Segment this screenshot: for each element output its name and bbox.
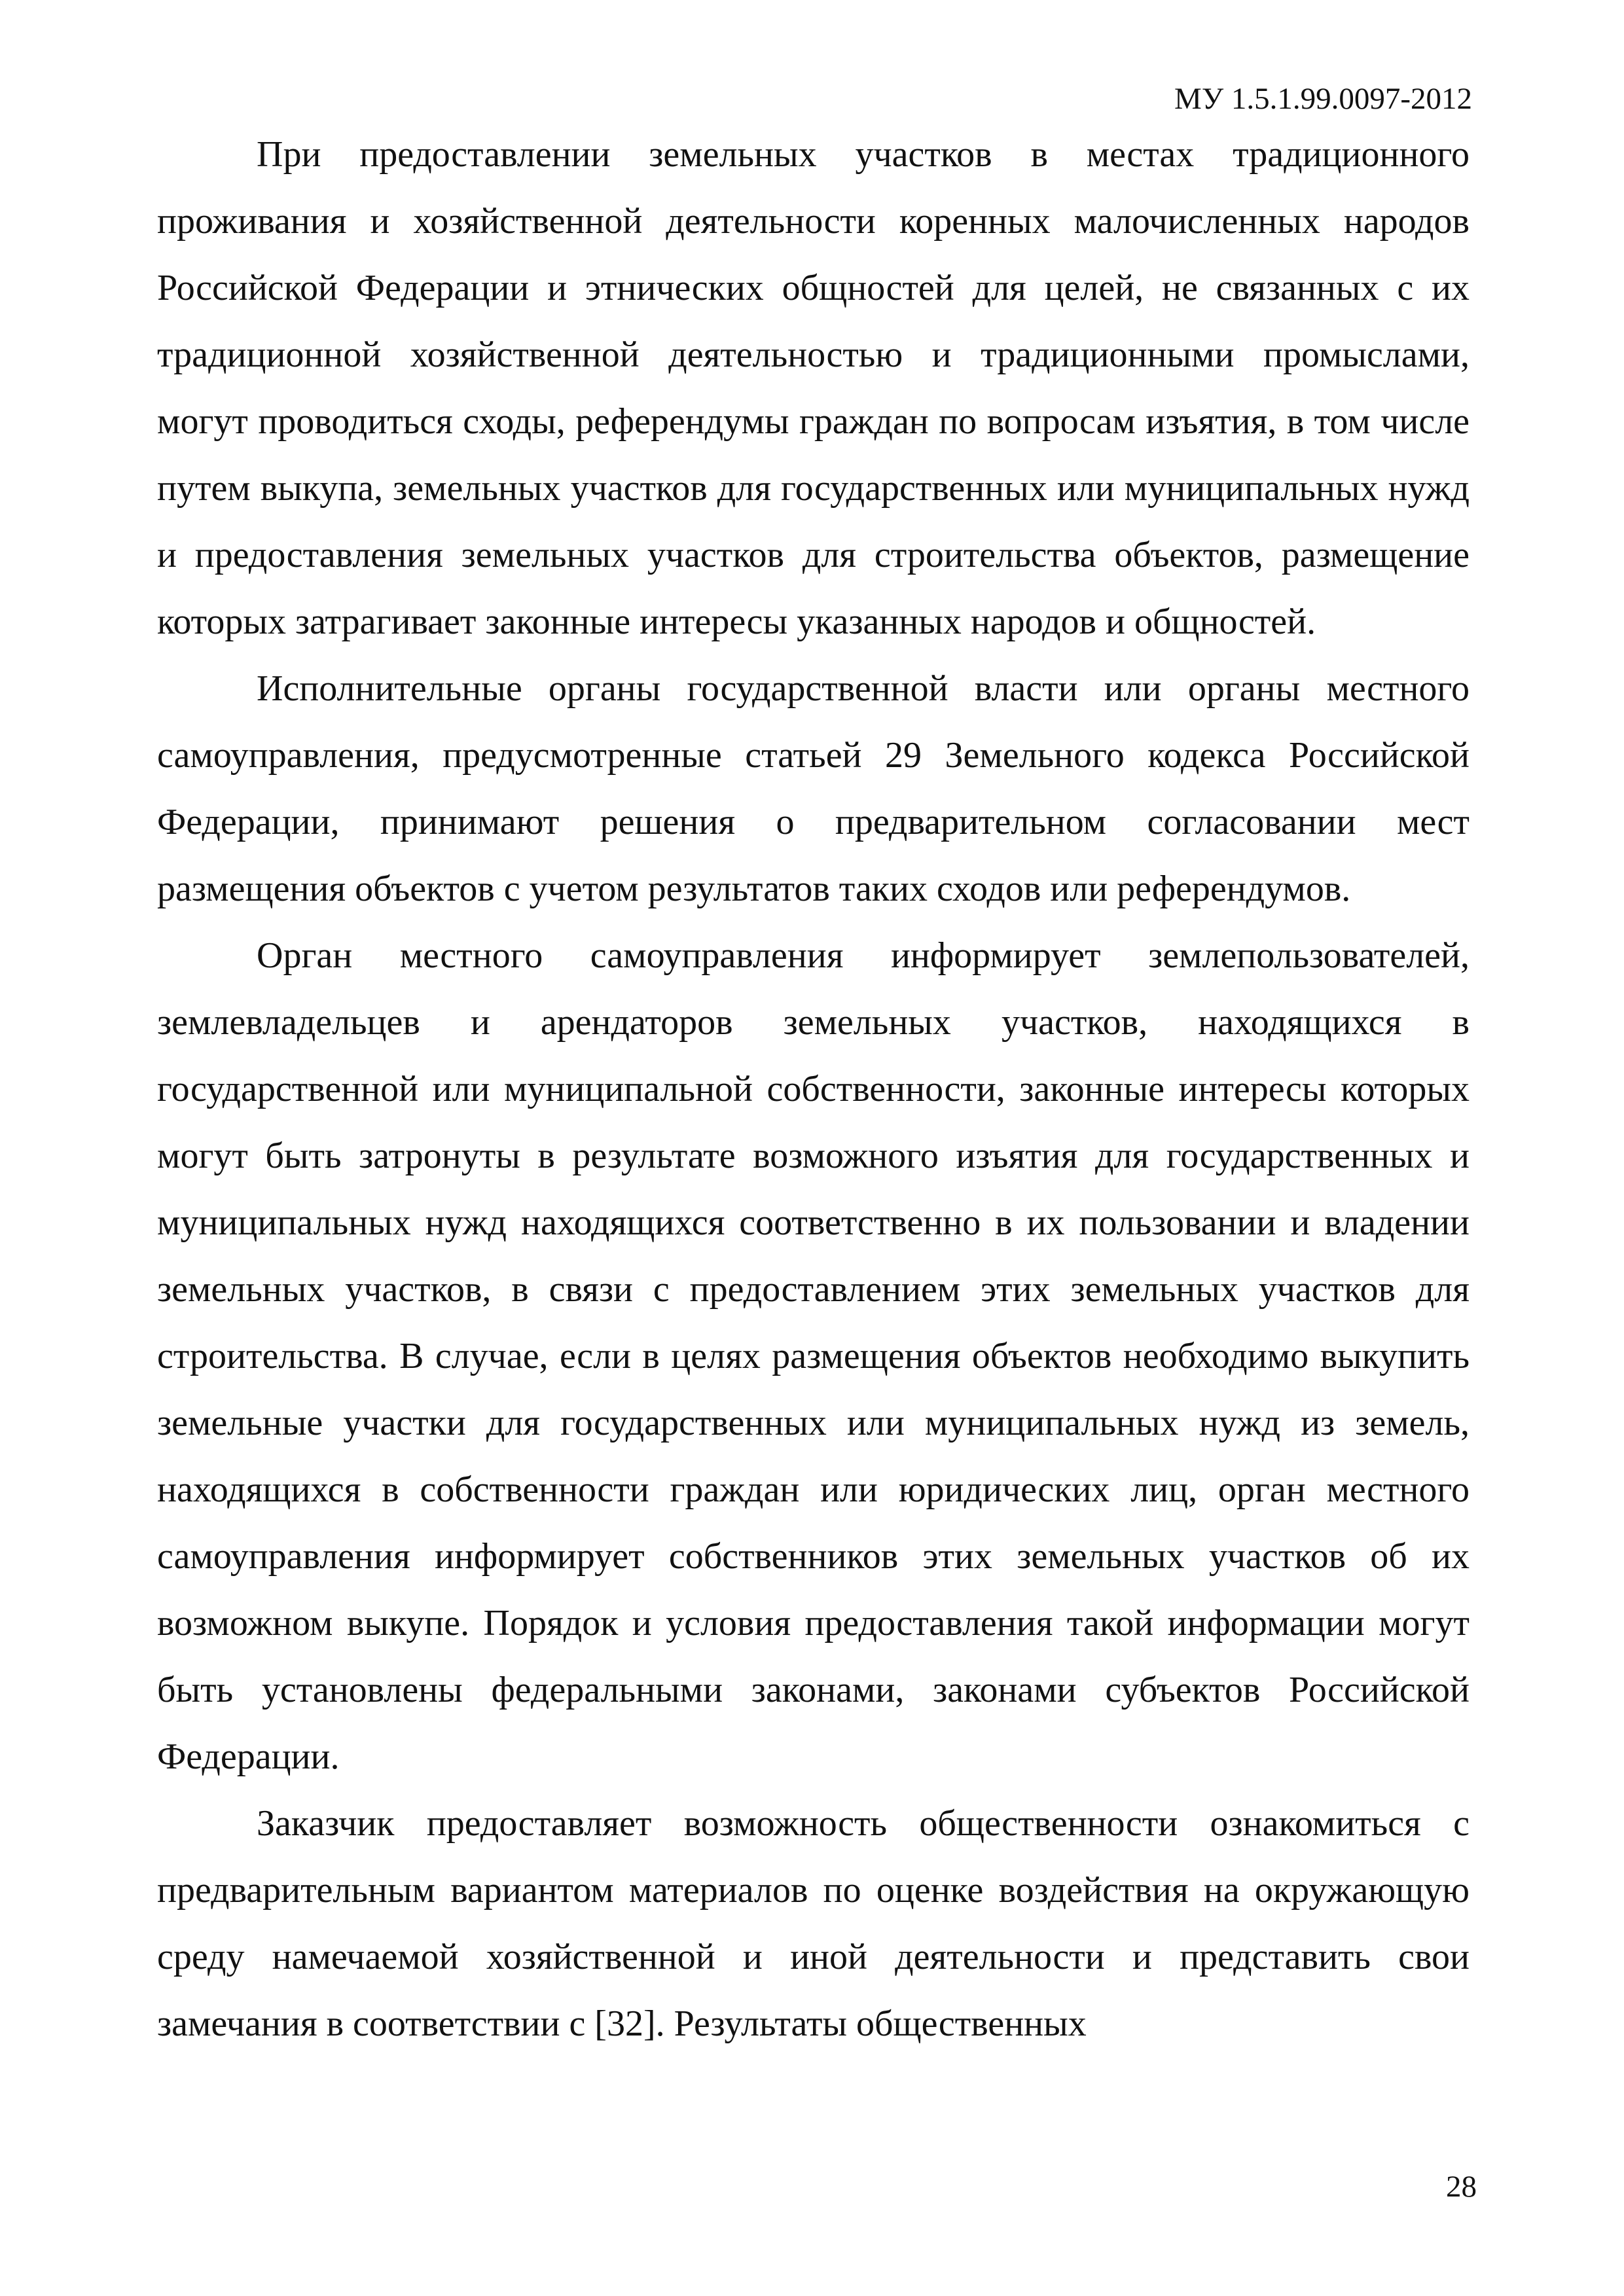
document-body [157,121,1470,2057]
page-number: 28 [1446,2170,1477,2204]
paragraph-customer: Заказчик предоставляет возможность общественности ознакомиться с предварительным вариантом материалов по оценке воздействия на окружающую среду намечаемой хозяйственной и иной деятельности и представить свои замечания в соответствии с [32]. Результаты общественных [157,1803,1470,2044]
paragraph-executive-bodies: Исполнительные органы государственной власти или органы местного самоуправления, предусмотренные статьей 29 Земельного кодекса Российской Федерации, принимают решения о предварительном согласовании мест размещения объектов с учетом результатов таких сходов или референдумов. [157,668,1470,909]
document-code: МУ 1.5.1.99.0097-2012 [1174,82,1472,116]
paragraph-land-provision: При предоставлении земельных участков в местах традиционного проживания и хозяйственной деятельности коренных малочисленных народов Российской Федерации и этнических общностей для целей, не связанных с их традиционной хозяйственной деятельностью и традиционными промыслами, могут проводиться сходы, референдумы граждан по вопросам изъятия, в том числе путем выкупа, земельных участков для государственных или муниципальных нужд и предоставления земельных участков для строительства объектов, размещение которых затрагивает законные интересы указанных народов и общностей. [157,134,1470,642]
paragraph-local-government: Орган местного самоуправления информирует землепользователей, землевладельцев и арендаторов земельных участков, находящихся в государственной или муниципальной собственности, законные интересы которых могут быть затронуты в результате возможного изъятия для государственных и муниципальных нужд находящихся соответственно в их пользовании и владении земельных участков, в связи с предоставлением этих земельных участков для строительства. В случае, если в целях размещения объектов необходимо выкупить земельные участки для государственных или муниципальных нужд из земель, находящихся в собственности граждан или юридических лиц, орган местного самоуправления информирует собственников этих земельных участков об их возможном выкупе. Порядок и условия предоставления такой информации могут быть установлены федеральными законами, законами субъектов Российской Федерации. [157,935,1470,1777]
